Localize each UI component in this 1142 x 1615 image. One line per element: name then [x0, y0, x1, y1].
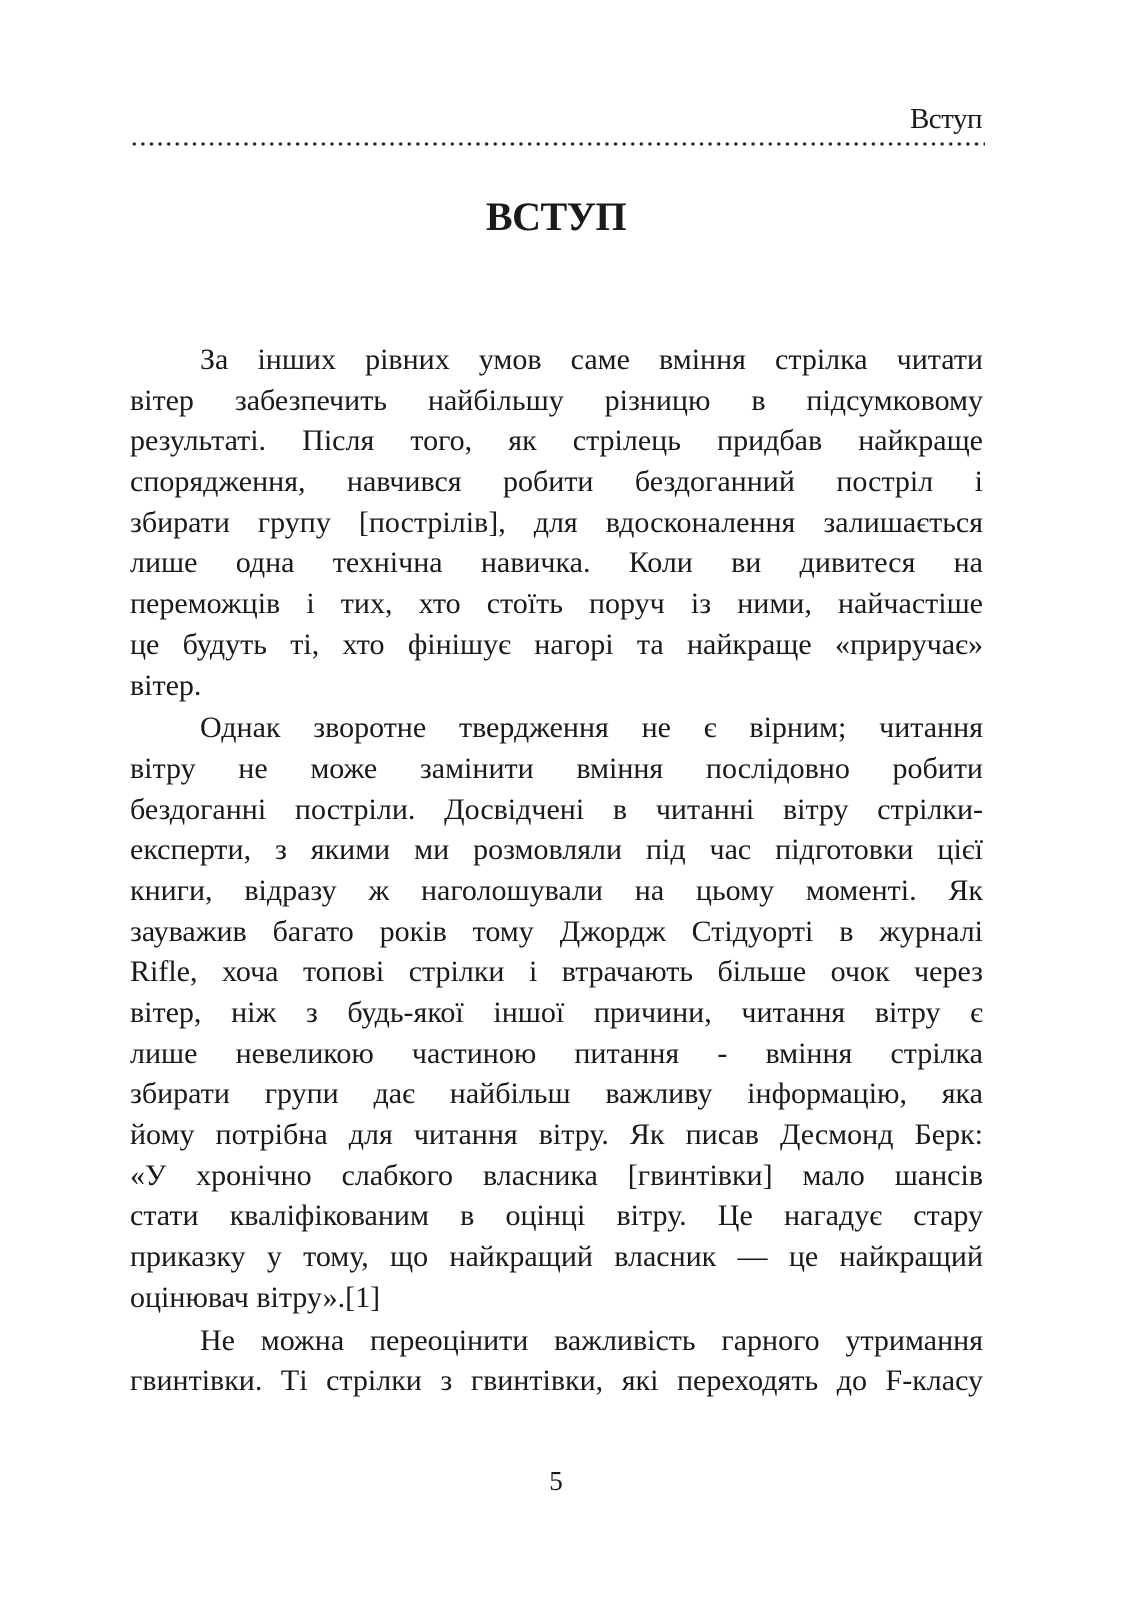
- page-number: 5: [549, 1466, 563, 1496]
- text-line: це будуть ті, хто фінішує нагорі та найкраще «приручає»: [130, 627, 983, 661]
- text-line: переможців і тих, хто стоїть поруч із ними, найчастіше: [130, 587, 983, 621]
- text-line: гвинтівки. Ті стрілки з гвинтівки, які переходять до F-класу: [130, 1364, 983, 1398]
- running-header: Вступ: [909, 103, 982, 135]
- text-line: результаті. Після того, як стрілець придбав найкраще: [130, 424, 983, 458]
- text-line: вітер забезпечить найбільшу різницю в підсумковому: [130, 383, 983, 417]
- text-line: лише невеликою частиною питання - вміння стрілка: [130, 1036, 983, 1070]
- text-line: лише одна технічна навичка. Коли ви дивитеся на: [130, 546, 983, 580]
- body-text: [130, 340, 983, 1404]
- text-line: спорядження, навчився робити бездоганний постріл і: [130, 465, 983, 499]
- text-line: стати кваліфікованим в оцінці вітру. Це нагадує стару: [130, 1199, 983, 1233]
- text-line: вітру не може замінити вміння послідовно робити: [130, 751, 983, 785]
- text-line: приказку у тому, що найкращий власник — це найкращий: [130, 1240, 983, 1274]
- text-line: вітер, ніж з будь-якої іншої причини, читання вітру є: [130, 996, 983, 1029]
- text-line: За інших рівних умов саме вміння стрілка читати: [200, 343, 983, 376]
- text-line: вітер.: [130, 668, 202, 702]
- text-line: оцінювач вітру».[1]: [130, 1280, 381, 1314]
- text-line: «У хронічно слабкого власника [гвинтівки] мало шансів: [130, 1158, 983, 1192]
- text-line: експерти, з якими ми розмовляли під час підготовки цієї: [130, 833, 983, 867]
- chapter-title: ВСТУП: [485, 194, 627, 239]
- text-line: книги, відразу ж наголошували на цьому моменті. Як: [130, 873, 983, 907]
- text-line: збирати групу [пострілів], для вдосконалення залишається: [130, 505, 983, 539]
- dotted-divider: [130, 142, 985, 146]
- text-line: йому потрібна для читання вітру. Як писав Десмонд Берк:: [130, 1118, 983, 1152]
- text-line: Rifle, хоча топові стрілки і втрачають більше очок через: [130, 955, 983, 989]
- paragraph: [130, 340, 983, 706]
- text-line: збирати групи дає найбільш важливу інформацію, яка: [130, 1077, 983, 1111]
- text-line: Не можна переоцінити важливість гарного утримання: [200, 1323, 983, 1357]
- paragraph: [130, 708, 983, 1318]
- text-line: Однак зворотне твердження не є вірним; читання: [200, 711, 983, 745]
- text-line: бездоганні постріли. Досвідчені в читанні вітру стрілки-: [130, 792, 983, 826]
- text-line: зауважив багато років тому Джордж Стідуорті в журналі: [130, 914, 983, 948]
- paragraph: [130, 1321, 983, 1402]
